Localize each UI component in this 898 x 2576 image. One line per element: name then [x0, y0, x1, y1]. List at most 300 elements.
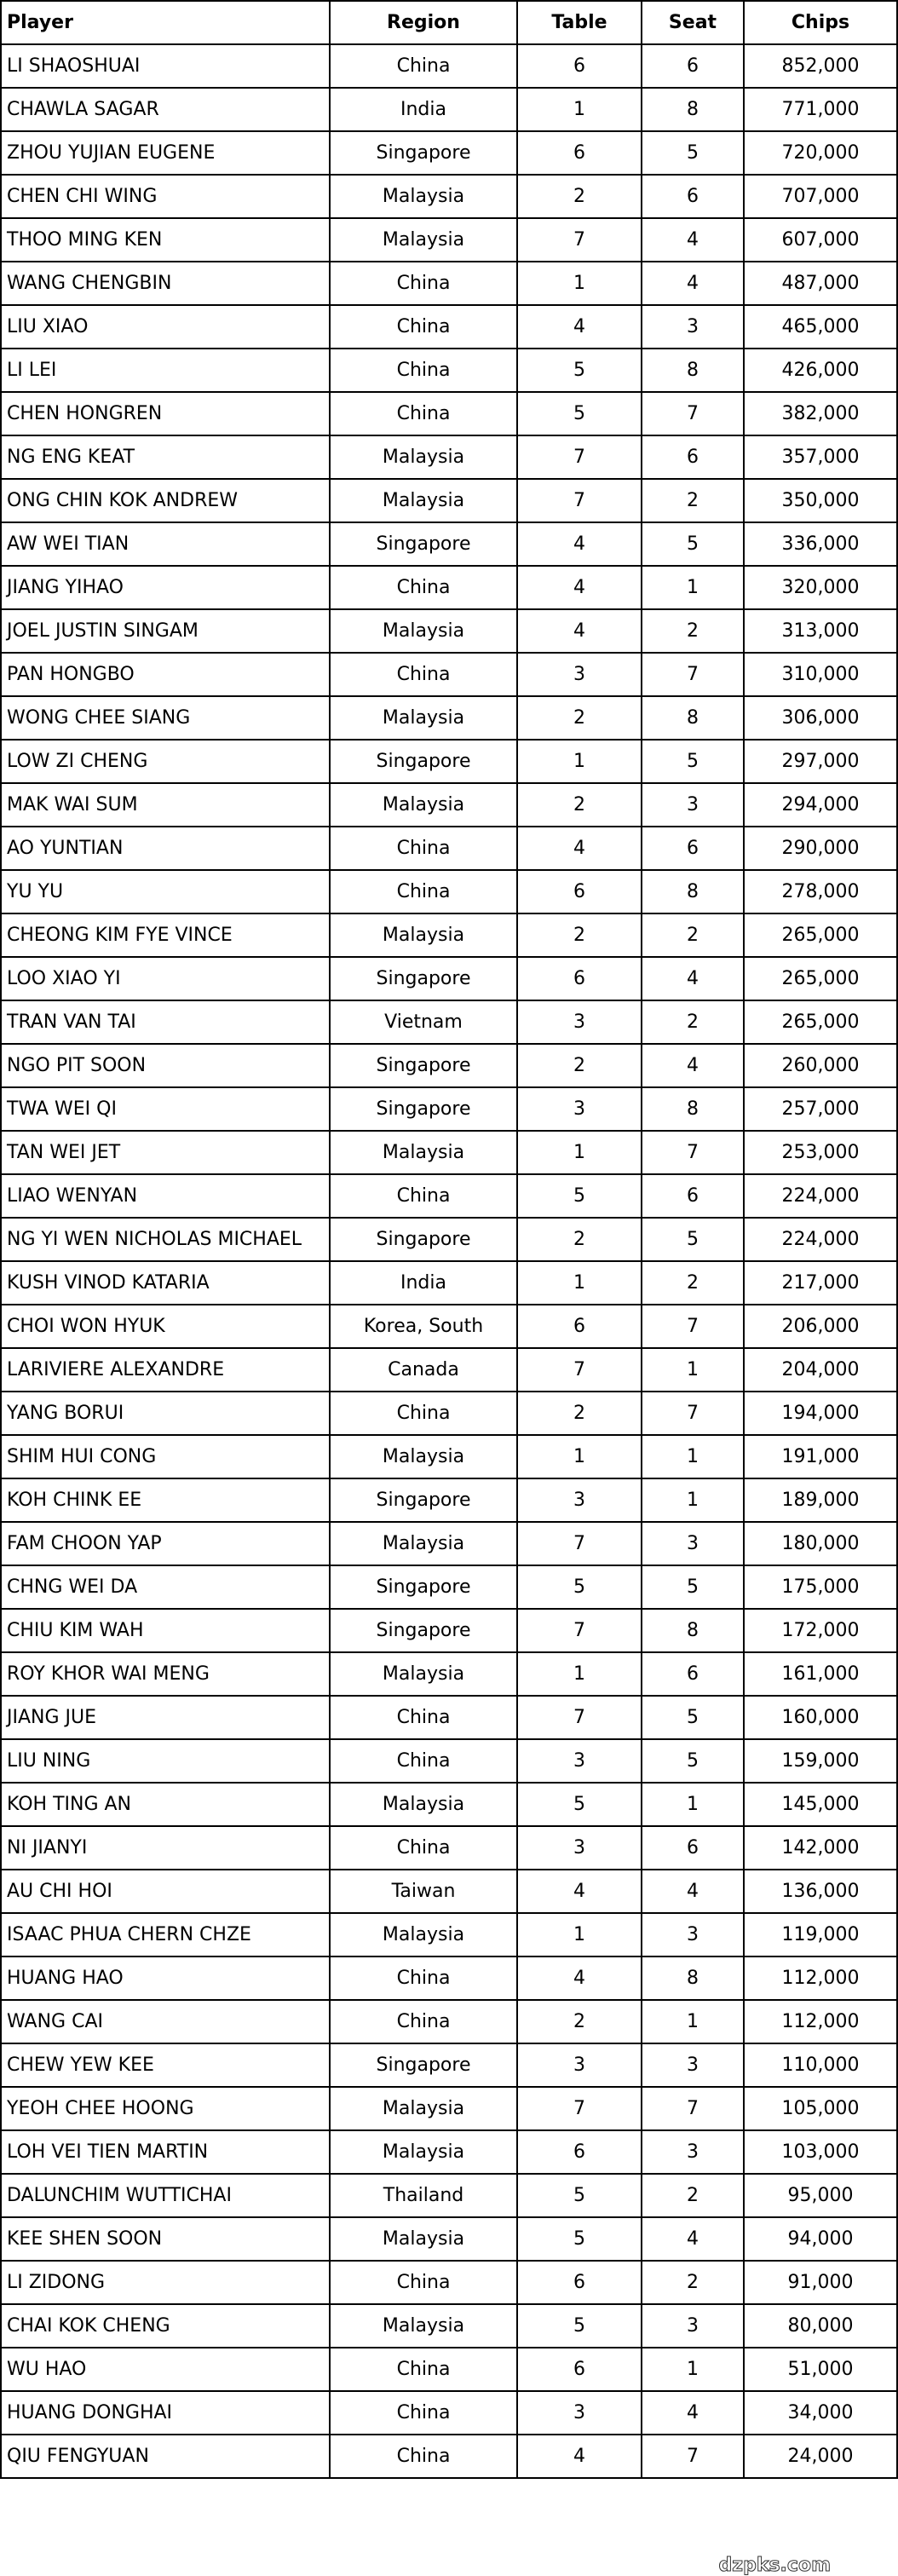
table-row — [1, 1261, 897, 1305]
table-row — [1, 2217, 897, 2261]
cell-table: 1 — [517, 1261, 642, 1305]
cell-table: 5 — [517, 2304, 642, 2348]
table-row — [1, 1087, 897, 1131]
cell-region: India — [330, 88, 517, 131]
cell-chips: 487,000 — [744, 262, 897, 305]
table-row — [1, 218, 897, 262]
table-row — [1, 131, 897, 175]
cell-seat: 7 — [642, 653, 744, 696]
cell-table: 7 — [517, 435, 642, 479]
table-row — [1, 2435, 897, 2478]
cell-region: China — [330, 1174, 517, 1218]
cell-region: Singapore — [330, 1087, 517, 1131]
cell-player: KEE SHEN SOON — [1, 2217, 330, 2261]
cell-table: 4 — [517, 1956, 642, 2000]
cell-table: 1 — [517, 1652, 642, 1696]
table-row — [1, 740, 897, 783]
table-row — [1, 2304, 897, 2348]
cell-seat: 3 — [642, 2130, 744, 2174]
cell-table: 7 — [517, 1522, 642, 1565]
cell-player: SHIM HUI CONG — [1, 1435, 330, 1478]
table-row — [1, 1392, 897, 1435]
cell-player: WU HAO — [1, 2348, 330, 2391]
cell-table: 7 — [517, 479, 642, 522]
cell-region: Malaysia — [330, 1913, 517, 1956]
cell-table: 3 — [517, 653, 642, 696]
cell-seat: 2 — [642, 479, 744, 522]
cell-seat: 6 — [642, 175, 744, 218]
cell-region: Singapore — [330, 1565, 517, 1609]
cell-chips: 265,000 — [744, 1000, 897, 1044]
table-row — [1, 2261, 897, 2304]
watermark: dzpks.com — [718, 2555, 831, 2576]
cell-seat: 1 — [642, 1435, 744, 1478]
cell-chips: 91,000 — [744, 2261, 897, 2304]
cell-chips: 852,000 — [744, 44, 897, 88]
cell-player: NI JIANYI — [1, 1826, 330, 1870]
cell-table: 1 — [517, 262, 642, 305]
cell-region: Malaysia — [330, 218, 517, 262]
header-seat: Seat — [642, 1, 744, 44]
cell-player: LIU NING — [1, 1739, 330, 1783]
cell-region: Malaysia — [330, 1131, 517, 1174]
cell-table: 6 — [517, 1305, 642, 1348]
cell-player: WANG CHENGBIN — [1, 262, 330, 305]
cell-player: AU CHI HOI — [1, 1870, 330, 1913]
table-row — [1, 2087, 897, 2130]
cell-chips: 771,000 — [744, 88, 897, 131]
table-row — [1, 305, 897, 349]
cell-table: 6 — [517, 131, 642, 175]
table-row — [1, 913, 897, 957]
cell-player: LARIVIERE ALEXANDRE — [1, 1348, 330, 1392]
cell-region: China — [330, 1826, 517, 1870]
cell-seat: 7 — [642, 1392, 744, 1435]
table-row — [1, 1131, 897, 1174]
cell-seat: 4 — [642, 2391, 744, 2435]
cell-player: AO YUNTIAN — [1, 827, 330, 870]
cell-seat: 8 — [642, 1609, 744, 1652]
cell-seat: 7 — [642, 1305, 744, 1348]
cell-player: TRAN VAN TAI — [1, 1000, 330, 1044]
cell-table: 6 — [517, 2130, 642, 2174]
cell-table: 5 — [517, 1783, 642, 1826]
table-row — [1, 1305, 897, 1348]
table-row — [1, 566, 897, 609]
table-row — [1, 2174, 897, 2217]
cell-chips: 180,000 — [744, 1522, 897, 1565]
cell-table: 4 — [517, 609, 642, 653]
cell-table: 1 — [517, 1913, 642, 1956]
cell-region: China — [330, 262, 517, 305]
cell-player: CHEN HONGREN — [1, 392, 330, 435]
cell-region: Malaysia — [330, 479, 517, 522]
cell-seat: 5 — [642, 1739, 744, 1783]
cell-seat: 1 — [642, 1348, 744, 1392]
table-row — [1, 349, 897, 392]
cell-region: Canada — [330, 1348, 517, 1392]
cell-chips: 34,000 — [744, 2391, 897, 2435]
cell-player: NG ENG KEAT — [1, 435, 330, 479]
cell-seat: 1 — [642, 566, 744, 609]
cell-region: Malaysia — [330, 2087, 517, 2130]
table-row — [1, 1565, 897, 1609]
cell-chips: 297,000 — [744, 740, 897, 783]
cell-region: China — [330, 305, 517, 349]
cell-player: MAK WAI SUM — [1, 783, 330, 827]
cell-table: 2 — [517, 175, 642, 218]
cell-seat: 8 — [642, 870, 744, 913]
table-row — [1, 1478, 897, 1522]
table-row — [1, 44, 897, 88]
cell-table: 2 — [517, 696, 642, 740]
cell-chips: 336,000 — [744, 522, 897, 566]
cell-region: Singapore — [330, 1218, 517, 1261]
cell-player: CHAWLA SAGAR — [1, 88, 330, 131]
cell-seat: 1 — [642, 1783, 744, 1826]
table-row — [1, 783, 897, 827]
header-table: Table — [517, 1, 642, 44]
cell-chips: 224,000 — [744, 1174, 897, 1218]
cell-player: ROY KHOR WAI MENG — [1, 1652, 330, 1696]
table-row — [1, 522, 897, 566]
cell-table: 1 — [517, 740, 642, 783]
cell-player: CHOI WON HYUK — [1, 1305, 330, 1348]
cell-table: 7 — [517, 1696, 642, 1739]
cell-player: KOH CHINK EE — [1, 1478, 330, 1522]
cell-region: China — [330, 44, 517, 88]
table-row — [1, 827, 897, 870]
table-body — [1, 44, 897, 2478]
cell-chips: 51,000 — [744, 2348, 897, 2391]
cell-chips: 161,000 — [744, 1652, 897, 1696]
cell-table: 6 — [517, 2348, 642, 2391]
cell-table: 2 — [517, 2000, 642, 2043]
cell-chips: 142,000 — [744, 1826, 897, 1870]
cell-region: Malaysia — [330, 1783, 517, 1826]
cell-region: China — [330, 2391, 517, 2435]
cell-seat: 6 — [642, 435, 744, 479]
cell-region: China — [330, 1739, 517, 1783]
cell-player: YU YU — [1, 870, 330, 913]
cell-player: CHEONG KIM FYE VINCE — [1, 913, 330, 957]
cell-chips: 80,000 — [744, 2304, 897, 2348]
cell-table: 3 — [517, 1087, 642, 1131]
cell-seat: 7 — [642, 392, 744, 435]
cell-chips: 175,000 — [744, 1565, 897, 1609]
cell-region: China — [330, 1956, 517, 2000]
cell-region: Singapore — [330, 1044, 517, 1087]
cell-player: YANG BORUI — [1, 1392, 330, 1435]
cell-region: China — [330, 2348, 517, 2391]
cell-seat: 7 — [642, 2435, 744, 2478]
table-row — [1, 88, 897, 131]
cell-player: ZHOU YUJIAN EUGENE — [1, 131, 330, 175]
cell-table: 2 — [517, 1218, 642, 1261]
cell-region: Korea, South — [330, 1305, 517, 1348]
cell-chips: 310,000 — [744, 653, 897, 696]
cell-player: HUANG DONGHAI — [1, 2391, 330, 2435]
cell-table: 4 — [517, 827, 642, 870]
cell-chips: 294,000 — [744, 783, 897, 827]
cell-chips: 172,000 — [744, 1609, 897, 1652]
cell-table: 5 — [517, 392, 642, 435]
cell-chips: 159,000 — [744, 1739, 897, 1783]
cell-chips: 217,000 — [744, 1261, 897, 1305]
cell-table: 3 — [517, 2043, 642, 2087]
cell-seat: 6 — [642, 827, 744, 870]
cell-region: China — [330, 566, 517, 609]
table-row — [1, 1174, 897, 1218]
cell-seat: 8 — [642, 1087, 744, 1131]
cell-chips: 224,000 — [744, 1218, 897, 1261]
cell-region: China — [330, 2000, 517, 2043]
table-row — [1, 262, 897, 305]
cell-seat: 3 — [642, 2304, 744, 2348]
cell-table: 7 — [517, 1609, 642, 1652]
header-row — [1, 1, 897, 44]
cell-seat: 3 — [642, 783, 744, 827]
cell-table: 5 — [517, 1565, 642, 1609]
cell-seat: 8 — [642, 88, 744, 131]
cell-table: 6 — [517, 44, 642, 88]
cell-player: WANG CAI — [1, 2000, 330, 2043]
cell-region: Malaysia — [330, 2217, 517, 2261]
cell-player: CHIU KIM WAH — [1, 1609, 330, 1652]
cell-chips: 290,000 — [744, 827, 897, 870]
cell-player: THOO MING KEN — [1, 218, 330, 262]
cell-player: TWA WEI QI — [1, 1087, 330, 1131]
cell-seat: 2 — [642, 1261, 744, 1305]
cell-table: 7 — [517, 2087, 642, 2130]
cell-chips: 194,000 — [744, 1392, 897, 1435]
cell-chips: 103,000 — [744, 2130, 897, 2174]
table-row — [1, 392, 897, 435]
cell-seat: 5 — [642, 1218, 744, 1261]
cell-player: JIANG JUE — [1, 1696, 330, 1739]
cell-region: Malaysia — [330, 1522, 517, 1565]
cell-chips: 707,000 — [744, 175, 897, 218]
cell-seat: 6 — [642, 1826, 744, 1870]
header-player: Player — [1, 1, 330, 44]
cell-player: LI ZIDONG — [1, 2261, 330, 2304]
cell-region: Malaysia — [330, 696, 517, 740]
table-row — [1, 2348, 897, 2391]
table-row — [1, 1870, 897, 1913]
cell-table: 2 — [517, 783, 642, 827]
table-row — [1, 1826, 897, 1870]
cell-region: Vietnam — [330, 1000, 517, 1044]
cell-player: KUSH VINOD KATARIA — [1, 1261, 330, 1305]
cell-player: CHEN CHI WING — [1, 175, 330, 218]
table-row — [1, 1435, 897, 1478]
cell-region: China — [330, 392, 517, 435]
cell-region: Singapore — [330, 740, 517, 783]
cell-region: Singapore — [330, 131, 517, 175]
cell-player: JOEL JUSTIN SINGAM — [1, 609, 330, 653]
cell-region: Malaysia — [330, 609, 517, 653]
cell-seat: 5 — [642, 522, 744, 566]
table-row — [1, 1609, 897, 1652]
table-row — [1, 175, 897, 218]
table-row — [1, 1522, 897, 1565]
cell-seat: 3 — [642, 1913, 744, 1956]
cell-chips: 189,000 — [744, 1478, 897, 1522]
cell-region: China — [330, 827, 517, 870]
cell-player: LI LEI — [1, 349, 330, 392]
cell-region: Malaysia — [330, 2130, 517, 2174]
cell-table: 7 — [517, 218, 642, 262]
cell-seat: 5 — [642, 131, 744, 175]
table-row — [1, 1913, 897, 1956]
table-row — [1, 1652, 897, 1696]
cell-chips: 426,000 — [744, 349, 897, 392]
table-row — [1, 653, 897, 696]
cell-chips: 313,000 — [744, 609, 897, 653]
cell-player: LI SHAOSHUAI — [1, 44, 330, 88]
table-row — [1, 435, 897, 479]
header-region: Region — [330, 1, 517, 44]
cell-player: FAM CHOON YAP — [1, 1522, 330, 1565]
table-row — [1, 609, 897, 653]
cell-table: 5 — [517, 1174, 642, 1218]
cell-region: China — [330, 653, 517, 696]
cell-player: ISAAC PHUA CHERN CHZE — [1, 1913, 330, 1956]
cell-player: LOH VEI TIEN MARTIN — [1, 2130, 330, 2174]
cell-chips: 206,000 — [744, 1305, 897, 1348]
cell-chips: 94,000 — [744, 2217, 897, 2261]
cell-seat: 6 — [642, 1652, 744, 1696]
cell-player: WONG CHEE SIANG — [1, 696, 330, 740]
cell-player: QIU FENGYUAN — [1, 2435, 330, 2478]
table-row — [1, 2000, 897, 2043]
cell-player: LOW ZI CHENG — [1, 740, 330, 783]
cell-region: Singapore — [330, 957, 517, 1000]
cell-table: 7 — [517, 1348, 642, 1392]
cell-player: LIU XIAO — [1, 305, 330, 349]
cell-chips: 204,000 — [744, 1348, 897, 1392]
cell-region: Malaysia — [330, 1652, 517, 1696]
cell-region: Malaysia — [330, 913, 517, 957]
cell-chips: 145,000 — [744, 1783, 897, 1826]
cell-seat: 1 — [642, 2000, 744, 2043]
cell-table: 1 — [517, 88, 642, 131]
cell-seat: 2 — [642, 2174, 744, 2217]
cell-player: DALUNCHIM WUTTICHAI — [1, 2174, 330, 2217]
cell-seat: 2 — [642, 2261, 744, 2304]
cell-region: China — [330, 870, 517, 913]
cell-table: 3 — [517, 1000, 642, 1044]
cell-seat: 2 — [642, 913, 744, 957]
table-row — [1, 2130, 897, 2174]
cell-seat: 8 — [642, 1956, 744, 2000]
cell-seat: 4 — [642, 2217, 744, 2261]
cell-chips: 265,000 — [744, 957, 897, 1000]
cell-chips: 160,000 — [744, 1696, 897, 1739]
cell-table: 2 — [517, 1044, 642, 1087]
cell-region: China — [330, 349, 517, 392]
cell-region: Malaysia — [330, 175, 517, 218]
table-row — [1, 1739, 897, 1783]
cell-table: 4 — [517, 2435, 642, 2478]
cell-seat: 3 — [642, 2043, 744, 2087]
cell-player: TAN WEI JET — [1, 1131, 330, 1174]
cell-chips: 350,000 — [744, 479, 897, 522]
cell-seat: 7 — [642, 2087, 744, 2130]
cell-chips: 357,000 — [744, 435, 897, 479]
cell-player: AW WEI TIAN — [1, 522, 330, 566]
cell-table: 6 — [517, 870, 642, 913]
cell-chips: 112,000 — [744, 2000, 897, 2043]
cell-seat: 4 — [642, 957, 744, 1000]
cell-region: China — [330, 1696, 517, 1739]
table-row — [1, 1348, 897, 1392]
cell-table: 5 — [517, 349, 642, 392]
cell-chips: 95,000 — [744, 2174, 897, 2217]
cell-chips: 720,000 — [744, 131, 897, 175]
cell-seat: 7 — [642, 1131, 744, 1174]
cell-chips: 112,000 — [744, 1956, 897, 2000]
cell-table: 4 — [517, 305, 642, 349]
table-row — [1, 2391, 897, 2435]
cell-table: 4 — [517, 566, 642, 609]
cell-seat: 1 — [642, 2348, 744, 2391]
cell-seat: 6 — [642, 44, 744, 88]
cell-table: 1 — [517, 1131, 642, 1174]
cell-chips: 136,000 — [744, 1870, 897, 1913]
table-row — [1, 1783, 897, 1826]
cell-player: JIANG YIHAO — [1, 566, 330, 609]
cell-chips: 382,000 — [744, 392, 897, 435]
cell-table: 6 — [517, 957, 642, 1000]
table-row — [1, 957, 897, 1000]
cell-region: Singapore — [330, 1478, 517, 1522]
cell-table: 2 — [517, 913, 642, 957]
cell-seat: 1 — [642, 1478, 744, 1522]
cell-region: India — [330, 1261, 517, 1305]
cell-table: 3 — [517, 2391, 642, 2435]
cell-player: CHEW YEW KEE — [1, 2043, 330, 2087]
cell-player: ONG CHIN KOK ANDREW — [1, 479, 330, 522]
cell-table: 4 — [517, 1870, 642, 1913]
table-row — [1, 479, 897, 522]
cell-region: China — [330, 2261, 517, 2304]
table-row — [1, 1956, 897, 2000]
cell-chips: 465,000 — [744, 305, 897, 349]
cell-table: 3 — [517, 1478, 642, 1522]
cell-seat: 8 — [642, 696, 744, 740]
cell-player: NGO PIT SOON — [1, 1044, 330, 1087]
cell-chips: 191,000 — [744, 1435, 897, 1478]
cell-chips: 607,000 — [744, 218, 897, 262]
cell-chips: 110,000 — [744, 2043, 897, 2087]
cell-seat: 4 — [642, 262, 744, 305]
cell-seat: 4 — [642, 218, 744, 262]
table-row — [1, 1696, 897, 1739]
cell-player: CHAI KOK CHENG — [1, 2304, 330, 2348]
cell-table: 3 — [517, 1739, 642, 1783]
cell-seat: 5 — [642, 740, 744, 783]
cell-seat: 3 — [642, 1522, 744, 1565]
cell-table: 1 — [517, 1435, 642, 1478]
cell-seat: 2 — [642, 609, 744, 653]
table-row — [1, 1044, 897, 1087]
cell-table: 5 — [517, 2174, 642, 2217]
cell-chips: 253,000 — [744, 1131, 897, 1174]
cell-region: Singapore — [330, 522, 517, 566]
cell-chips: 265,000 — [744, 913, 897, 957]
cell-table: 4 — [517, 522, 642, 566]
